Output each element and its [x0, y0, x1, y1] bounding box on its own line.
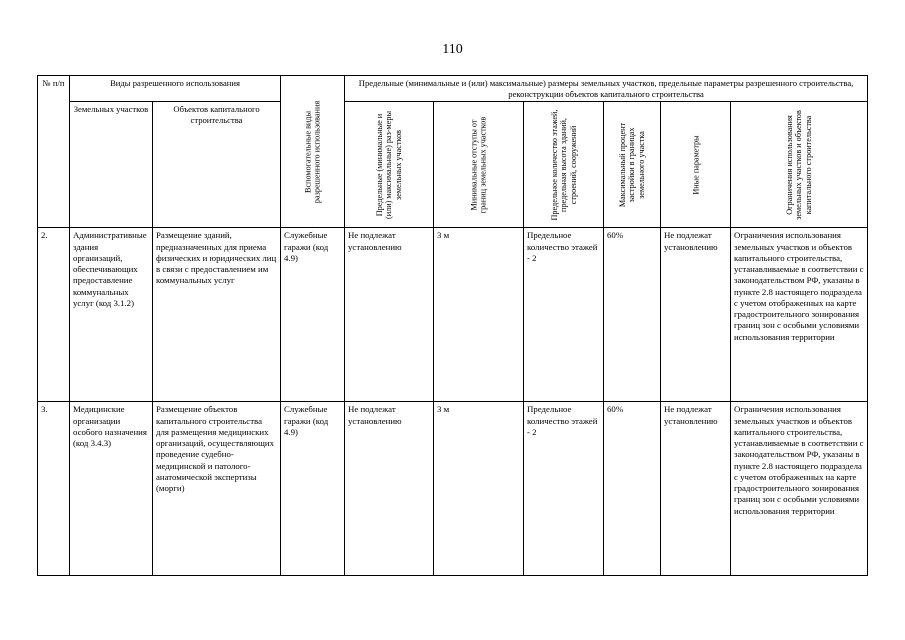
header-col-setbacks [434, 102, 524, 228]
row-setbacks: 3 м [434, 228, 524, 402]
row-num: 3. [38, 402, 70, 576]
row-other: Не подлежат установлению [661, 228, 731, 402]
header-col-other-text: Иные параметры [690, 135, 700, 195]
header-auxiliary-text: Вспомогательные виды разрешенного использования [303, 100, 322, 203]
row-sizes: Не подлежат установлению [345, 228, 434, 402]
header-auxiliary [281, 76, 345, 228]
header-col-restrictions-text: Ограничения использования земельных участков и объектов капитального строительства [784, 110, 813, 220]
header-col-other [661, 102, 731, 228]
header-col-sizes [345, 102, 434, 228]
row-land-use: Медицинские организации особого назначения (код 3.4.3) [70, 402, 153, 576]
header-col-sizes-text: Предельные (минимальные и (или) максимальные) раз-меры земельных участков [374, 111, 403, 219]
header-col-percent [604, 102, 661, 228]
row-percent: 60% [604, 402, 661, 576]
header-num: № п/п [38, 76, 70, 228]
header-col-floors-text: Предельное количество этажей, предельная высота зданий, строений, сооружений [549, 109, 578, 221]
table-row [38, 402, 868, 576]
row-restrictions: Ограничения использования земельных участков и объектов капитального строительства, устанавливаемые в соответствии с законодательством РФ, указаны в пункте 2.8 настоящего подраздела с учетом отображенных на карте градостроительного зонирования границ зон с особыми условиями использования территории [731, 402, 868, 576]
row-num: 2. [38, 228, 70, 402]
row-capital-use: Размещение зданий, предназначенных для приема физических и юридических лиц в связи с предоставлением им коммунальных услуг [153, 228, 281, 402]
header-land-plots: Земельных участков [70, 102, 153, 228]
page-number: 110 [442, 42, 463, 57]
row-percent: 60% [604, 228, 661, 402]
row-other: Не подлежат установлению [661, 402, 731, 576]
table-row [38, 228, 868, 402]
row-auxiliary: Служебные гаражи (код 4.9) [281, 228, 345, 402]
row-auxiliary: Служебные гаражи (код 4.9) [281, 402, 345, 576]
header-capital-objects: Объектов капитального строительства [153, 102, 281, 228]
row-land-use: Административные здания организаций, обеспечивающих предоставление коммунальных услуг (код 3.1.2) [70, 228, 153, 402]
row-restrictions: Ограничения использования земельных участков и объектов капитального строительства, устанавливаемые в соответствии с законодательством РФ, указаны в пункте 2.8 настоящего подраздела с учетом отображенных на карте градостроительного зонирования границ зон с особыми условиями использования территории [731, 228, 868, 402]
row-floors: Предельное количество этажей - 2 [524, 402, 604, 576]
row-setbacks: 3 м [434, 402, 524, 576]
header-limits-title: Предельные (минимальные и (или) максимальные) размеры земельных участков, предельные параметры разрешенного строительства, реконструкции объектов капитального строительства [345, 76, 868, 102]
row-floors: Предельное количество этажей - 2 [524, 228, 604, 402]
row-capital-use: Размещение объектов капитального строительства для размещения медицинских организаций, осуществляющих проведение судебно-медицинской и патолого-анатомической экспертизы (морги) [153, 402, 281, 576]
header-col-restrictions [731, 102, 868, 228]
header-permitted-use: Виды разрешенного использования [70, 76, 281, 102]
header-col-percent-text: Максимальный процент застройки в границах земельного участка [617, 122, 646, 208]
header-col-setbacks-text: Минимальные отступы от границ земельных участков [469, 116, 488, 214]
row-sizes: Не подлежат установлению [345, 402, 434, 576]
permitted-use-table [37, 75, 868, 576]
header-col-floors [524, 102, 604, 228]
